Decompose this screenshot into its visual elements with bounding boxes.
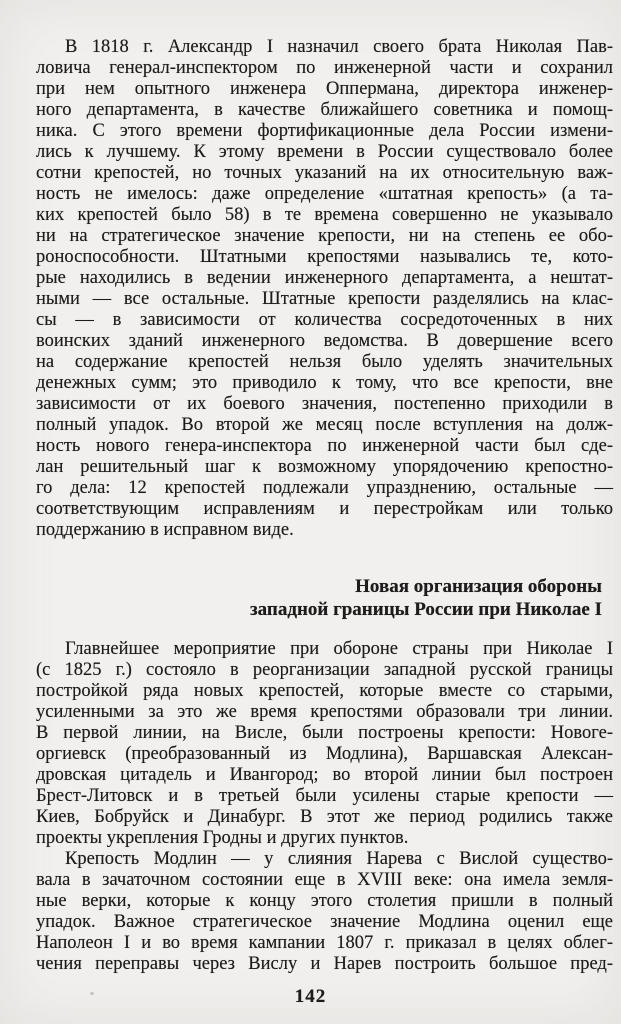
text-line: ловича генерал-инспектором по инженерной части и сохранил [36,58,613,78]
section-heading [36,575,602,621]
text-line: ными — все остальные. Штатные крепости разделялись на клас- [36,289,613,309]
text-line: проекты укрепления Гродны и других пунктов. [36,828,409,848]
text-line: (с 1825 г.) состояло в реорганизации западной русской границы [36,660,613,680]
text-line: воинских зданий инженерного ведомства. В довершение всего [36,331,613,351]
text-line: на содержание крепостей нельзя было уделять значительных [36,352,613,372]
page-number: 142 [294,986,327,1007]
text-line: лись к лучшему. К этому времени в России существовало более [36,142,613,162]
text-line: рые находились в ведении инженерного департамента, а нештат- [36,268,613,288]
text-line: дровская цитадель и Ивангород; во второй линии был построен [36,765,613,785]
text-line: ника. С этого времени фортификационные дела России измени- [36,121,613,141]
text-line: оргиевск (преобразованный из Модлина), Варшавская Алексан- [36,744,613,764]
text-line: роноспособности. Штатными крепостями назывались те, кото- [36,247,613,267]
text-line: соответствующим исправлениям и перестройкам или только [36,499,613,519]
text-line: Брест-Литовск и в третьей были усилены старые крепости — [36,786,613,806]
text-line: ные верки, которые к концу этого столетия пришли в полный [36,891,613,911]
text-line: ни на стратегическое значение крепости, ни на степень ее обо- [36,226,613,246]
text-line: В первой линии, на Висле, были построены крепости: Новоге- [36,723,613,743]
text-line: упадок. Важное стратегическое значение Модлина оценил еще [36,912,613,932]
scan-artifact-speck [90,992,94,995]
text-line: чения переправы через Вислу и Нарев построить большое пред- [36,954,613,974]
text-line: сотни крепостей, но точных указаний на их относительную важ- [36,163,613,183]
text-line: Киев, Бобруйск и Динабург. В этот же период родились также [36,807,613,827]
text-line: сы — в зависимости от количества сосредоточенных в них [36,310,613,330]
text-line: ность нового генера-инспектора по инженерной части был сде- [36,436,613,456]
text-line: Наполеон I и во время кампании 1807 г. приказал в целях облег- [36,933,613,953]
text-line: при нем опытного инженера Оппермана, директора инженер- [36,79,613,99]
section-heading-line: западной границы России при Николае I [250,599,602,620]
text-line: постройкой ряда новых крепостей, которые вместе со старыми, [36,681,613,701]
text-line: поддержанию в исправном виде. [36,520,294,540]
section-heading-line: Новая организация обороны [355,576,602,597]
text-line: ность не имелось: даже определение «штатная крепость» (а та- [36,184,613,204]
text-line: вала в зачаточном состоянии еще в XVIII веке: она имела земля- [36,870,613,890]
text-line: ного департамента, в качестве ближайшего советника и помощ- [36,100,613,120]
text-line: Крепость Модлин — у слияния Нарева с Вислой существо- [65,849,613,869]
text-line: В 1818 г. Александр I назначил своего брата Николая Пав- [65,37,613,57]
text-line: усиленными за это же время крепостями образовали три линии. [36,702,613,722]
text-line: денежных сумм; это приводило к тому, что все крепости, вне [36,373,613,393]
text-line: Главнейшее мероприятие при обороне страны при Николае I [65,639,613,659]
text-line: ких крепостей было 58) в те времена совершенно не указывало [36,205,613,225]
text-line: зависимости от их боевого значения, постепенно приходили в [36,394,613,414]
text-line: го дела: 12 крепостей подлежали упразднению, остальные — [36,478,613,498]
paragraph-1 [36,37,613,541]
text-line: лан решительный шаг к возможному упорядочению крепостно- [36,457,613,477]
text-line: полный упадок. Во второй же месяц после вступления на долж- [36,415,613,435]
paragraph-2 [36,639,613,975]
